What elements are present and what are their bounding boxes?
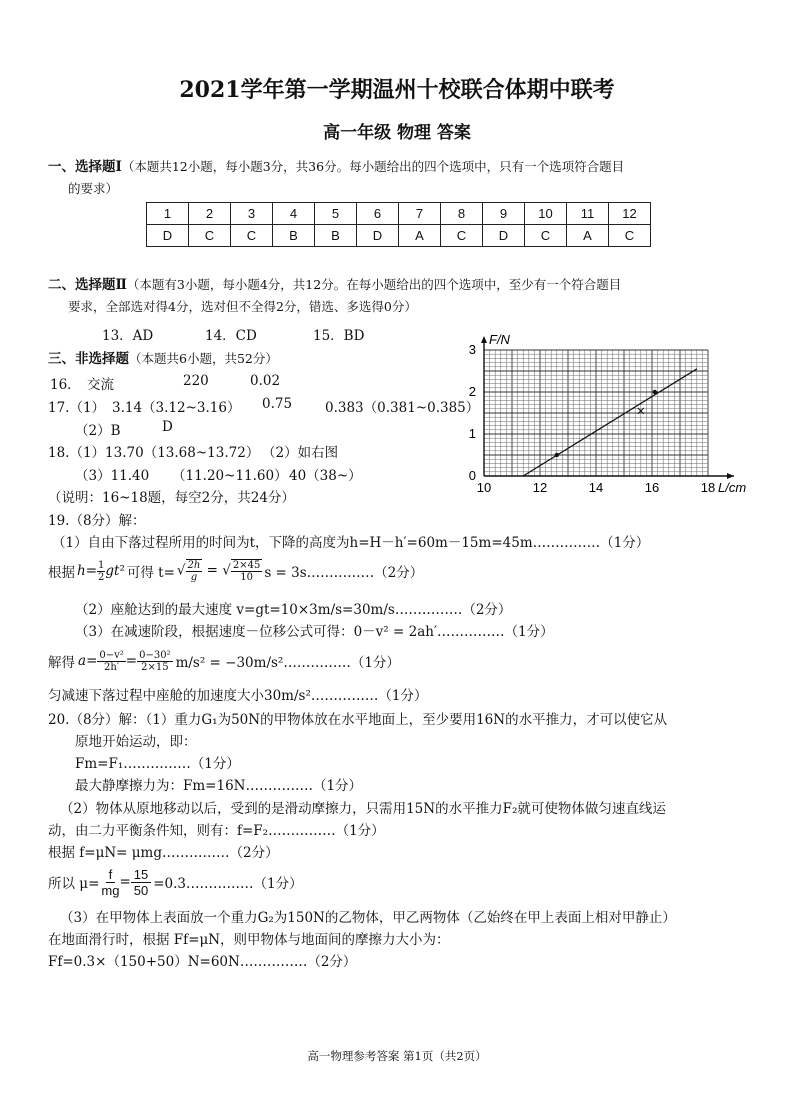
page-subtitle: 高一年级 物理 答案: [323, 123, 471, 143]
chart-marks: [523, 369, 697, 476]
q19-l5-prefix: 解得: [48, 655, 75, 671]
answer-table-answer-cell: D: [357, 225, 399, 247]
q20-line11: Ff=0.3×（150+50）N=60N……………（2分）: [48, 954, 357, 970]
answer-table-answer-cell: C: [231, 225, 273, 247]
q18-line1: 18.（1）13.70（13.68~13.72）: [48, 445, 260, 461]
chart-x-axis-arrow: [727, 473, 734, 479]
q17-answer-1: 3.14（3.12~3.16）: [112, 400, 241, 416]
q19-l2-prefix: 根据: [48, 565, 75, 581]
answer-table-number-cell: 1: [147, 203, 189, 225]
q19-formula-a: a= $\frac{\text{0−v²}}{2h'}$ = $\frac{\text{0−30²}}{2\times 15}$: [78, 649, 171, 673]
section3-heading: 三、非选择题: [48, 351, 129, 367]
q18-part3-range: （11.20~11.60）: [172, 468, 288, 484]
answer-table-number-cell: 9: [483, 203, 525, 225]
section2-heading: 二、选择题Ⅱ: [48, 277, 127, 293]
chart-y-tick-label: 0: [468, 468, 476, 483]
section1-desc: （本题共12小题，每小题3分，共36分。每小题给出的四个选项中，只有一个选项符合题目: [121, 159, 625, 174]
section2-answer-14: 14．CD: [205, 328, 257, 344]
q16-answer-1: 交流: [87, 377, 114, 393]
answer-table-answer-cell: D: [147, 225, 189, 247]
chart-x-tick-label: 12: [532, 480, 548, 495]
answer-table-answer-cell: C: [441, 225, 483, 247]
answer-table-answer-cell: C: [189, 225, 231, 247]
answer-table-number-cell: 10: [525, 203, 567, 225]
q19-l5-post: m/s² = −30m/s²……………（1分）: [175, 655, 400, 671]
chart-data-point: [555, 453, 559, 457]
q19-formula-sqrt1: √ $\frac{2h}{g}$ = √ $\frac{2\times 45}{10}$: [176, 560, 261, 583]
q20-line6: 动，由二力平衡条件知，则有：f=F₂……………（1分）: [48, 823, 385, 839]
chart-y-tick-label: 3: [468, 342, 476, 357]
answer-table-answer-cell: B: [315, 225, 357, 247]
force-length-chart: [462, 330, 762, 500]
answer-table-answer-cell: D: [483, 225, 525, 247]
q18-figure-ref: （2）如右图: [262, 445, 339, 461]
chart-fit-line: [523, 369, 697, 476]
answer-table-number-cell: 3: [231, 203, 273, 225]
section2-desc-line2: 要求，全部选对得4分，选对但不全得2分，错选、多选得0分）: [68, 299, 417, 314]
chart-y-tick-label: 1: [468, 426, 476, 441]
q20-formula-mu: $\frac{f}{mg}$ = $\frac{15}{50}$: [101, 867, 151, 898]
chart-data-point: [653, 390, 657, 394]
q19-formula-h: h= $\frac{1}{2}$ gt²: [77, 559, 125, 583]
page-title: 2021学年第一学期温州十校联合体期中联考: [179, 77, 615, 103]
section2-answer-13: 13．AD: [102, 328, 154, 344]
q19-line4: （3）在减速阶段，根据速度－位移公式可得：0－v² = 2ah′……………（1分）: [75, 624, 554, 640]
q19-line6: 匀减速下落过程中座舱的加速度大小30m/s²……………（1分）: [48, 688, 428, 704]
q17-part2-answer-1: （2）B: [75, 423, 121, 439]
section3-line: [48, 347, 278, 367]
scoring-note: （说明：16~18题，每空2分，共24分）: [48, 490, 295, 506]
answer-table-answer-cell: C: [525, 225, 567, 247]
chart-y-tick-label: 2: [468, 384, 476, 399]
q20-line2: 原地开始运动，即：: [75, 734, 197, 750]
chart-axes: [481, 336, 734, 479]
q16-answer-3: 0.02: [250, 373, 281, 389]
q17-label: 17.（1）: [48, 400, 106, 416]
answer-table-number-cell: 4: [273, 203, 315, 225]
q20-line7: 根据 f=μN= μmg……………（2分）: [48, 845, 279, 861]
answer-table-number-cell: 7: [399, 203, 441, 225]
q20-line4: 最大静摩擦力为：Fm=16N……………（1分）: [75, 778, 363, 794]
q19-heading: 19.（8分）解：: [48, 513, 146, 529]
q16-number: 16．: [50, 377, 81, 393]
chart-x-tick-label: 18: [700, 480, 716, 495]
q20-line9: （3）在甲物体上表面放一个重力G₂为150N的乙物体，甲乙两物体（乙始终在甲上表面上相对甲静止）: [60, 910, 676, 926]
chart-x-axis-label: L/cm: [718, 480, 747, 495]
q17-answer-2: 0.75: [262, 396, 293, 412]
q19-line2: [48, 553, 423, 589]
section1-heading: 一、选择题Ⅰ: [48, 159, 122, 175]
answer-table-number-cell: 5: [315, 203, 357, 225]
answer-table-wrap: [146, 202, 651, 247]
answer-table-answer-cell: B: [273, 225, 315, 247]
q20-line3: Fm=F₁……………（1分）: [75, 756, 240, 772]
chart-x-tick-label: 14: [588, 480, 604, 495]
chart-y-axis-label: F/N: [489, 332, 510, 347]
chart-x-tick-label: 16: [644, 480, 660, 495]
q20-l8-prefix: 所以 μ=: [48, 876, 100, 892]
answer-table-answer-cell: A: [567, 225, 609, 247]
chart-grid: [484, 350, 708, 476]
q19-line1: （1）自由下落过程所用的时间为t，下降的高度为h=H－h′=60m－15m=45m……………（1分）: [52, 535, 650, 551]
section1-desc-line2: 的要求）: [68, 181, 119, 196]
q20-line1: 20.（8分）解：（1）重力G₁为50N的甲物体放在水平地面上，至少要用16N的水平推力，才可以使它从: [48, 712, 668, 728]
q19-l2-post: s = 3s……………（2分）: [264, 565, 424, 581]
section1-line1: [48, 155, 624, 175]
q20-line5: （2）物体从原地移动以后，受到的是滑动摩擦力，只需用15N的水平推力F₂就可使物体做匀速直线运: [60, 801, 666, 817]
answer-table-number-row: [147, 203, 651, 225]
section3-desc: （本题共6小题，共52分）: [129, 351, 278, 366]
q18-part3-answer: （3）11.40: [75, 468, 150, 484]
q19-l2-cond: 可得 t=: [126, 565, 175, 581]
q17-part2-answer-2: D: [162, 419, 173, 435]
answer-table-number-cell: 12: [609, 203, 651, 225]
q20-line10: 在地面滑行时，根据 Ff=μN，则甲物体与地面间的摩擦力大小为：: [48, 932, 450, 948]
answer-table-answer-cell: C: [609, 225, 651, 247]
answer-table-answer-cell: A: [399, 225, 441, 247]
chart-labels: [469, 332, 747, 495]
q20-line8: [48, 863, 303, 901]
answer-table-number-cell: 8: [441, 203, 483, 225]
q18-part3-answer-2: 40（38~）: [289, 468, 362, 484]
answer-table-number-cell: 2: [189, 203, 231, 225]
chart-x-tick-label: 10: [476, 480, 492, 495]
section2-desc: （本题有3小题，每小题4分，共12分。在每小题给出的四个选项中，至少有一个符合题目: [126, 277, 622, 292]
q19-line3: （2）座舱达到的最大速度 v=gt=10×3m/s=30m/s……………（2分）: [75, 602, 512, 618]
section2-answer-15: 15．BD: [313, 328, 365, 344]
q17-answer-3: 0.383（0.381~0.385）: [325, 400, 480, 416]
q16-answer-2: 220: [183, 373, 209, 389]
q20-l8-post: =0.3……………（1分）: [153, 876, 303, 892]
q19-line5: [48, 644, 400, 678]
answer-table-number-cell: 11: [567, 203, 609, 225]
answer-table-number-cell: 6: [357, 203, 399, 225]
chart-y-axis-arrow: [481, 336, 487, 343]
answer-table: [146, 202, 651, 247]
page-footer: 高一物理参考答案 第1页（共2页）: [307, 1049, 487, 1063]
answer-table-answer-row: [147, 225, 651, 247]
section2-line1: [48, 273, 621, 293]
